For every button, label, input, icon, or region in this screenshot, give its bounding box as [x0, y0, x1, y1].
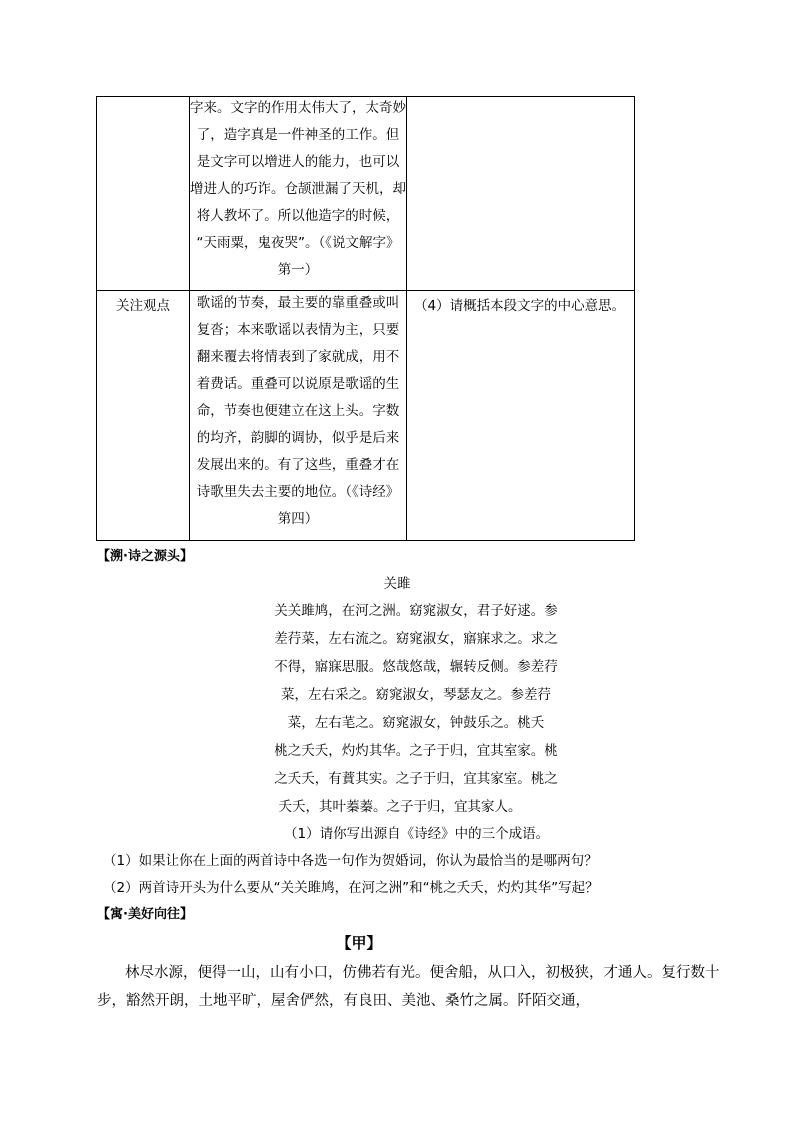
row2-line: 发展出来的。有了这些，重叠才在 — [196, 457, 400, 473]
row2-line: 命，节奏也便建立在这上头。字数 — [196, 403, 400, 419]
row2-label-cell: 关注观点 — [116, 298, 170, 314]
passage-line: 步，豁然开朗，土地平旷，屋舍俨然，有良田、美池、桑竹之属。阡陌交通， — [97, 993, 590, 1009]
row1-line: 增进人的巧诈。仓颉泄漏了天机，却 — [190, 181, 406, 197]
row1-line: “天雨粟，鬼夜哭”。（《说文解字》 — [196, 235, 400, 251]
row1-line: 将人教坏了。所以他造字的时候， — [196, 208, 400, 224]
poem-line: 桃之夭夭，灼灼其华。之子于归，宜其室家。桃 — [274, 743, 558, 759]
table-border-right — [634, 96, 635, 541]
table-border-bottom — [96, 540, 635, 541]
question-openings: （2）两首诗开头为什么要从“关关雎鸠，在河之洲”和“桃之夭夭，灼灼其华”写起？ — [103, 880, 599, 896]
section-heading-source: 【溯·诗之源头】 — [97, 549, 193, 564]
poem-line: 差荇菜，左右流之。窈窕淑女，寤寐求之。求之 — [274, 631, 558, 647]
reading-table — [96, 96, 635, 541]
row1-line: 了，造字真是一件神圣的工作。但 — [196, 127, 400, 143]
poem-line: 菜，左右采之。窈窕淑女，琴瑟友之。参差荇 — [281, 687, 551, 703]
table-col-divider-2 — [406, 96, 407, 541]
row1-line: 是文字可以增进人的能力，也可以 — [196, 154, 400, 170]
row1-line: 第一） — [277, 262, 319, 278]
poem-title: 关雎 — [383, 576, 411, 592]
row2-line: 诗歌里失去主要的地位。（《诗经》 — [196, 484, 400, 500]
table-row-divider — [96, 290, 635, 291]
poem-line: 夭夭，其叶蓁蓁。之子于归，宜其家人。 — [278, 799, 522, 815]
row2-line: 翻来覆去将情表到了家就成，用不 — [196, 349, 400, 365]
passage-line: 林尽水源，便得一山，山有小口，仿佛若有光。便舍船，从口入，初极狭，才通人。复行数十 — [125, 965, 720, 981]
poem-line: 不得，寤寐思服。悠哉悠哉，辗转反侧。参差荇 — [274, 659, 558, 675]
row2-line: 复沓；本来歌谣以表情为主，只要 — [196, 322, 400, 338]
question-wedding: （1）如果让你在上面的两首诗中各选一句作为贺婚词，你认为最恰当的是哪两句？ — [103, 853, 598, 869]
poem-line: 之夭夭，有蕡其实。之子于归，宜其家室。桃之 — [274, 771, 558, 787]
section-heading-yearning: 【寓·美好向往】 — [97, 907, 193, 922]
table-border-top — [96, 96, 635, 97]
row2-line: 歌谣的节奏，最主要的靠重叠或叫 — [196, 295, 400, 311]
row1-line: 字来。文字的作用太伟大了，太奇妙 — [190, 100, 406, 116]
row2-question-cell: （4）请概括本段文字的中心意思。 — [414, 298, 626, 314]
table-border-left — [96, 96, 97, 541]
row2-line: 着费话。重叠可以说原是歌谣的生 — [196, 376, 400, 392]
poem-line: 菜，左右芼之。窈窕淑女，钟鼓乐之。桃夭 — [287, 715, 545, 731]
question-idioms: （1）请你写出源自《诗经》中的三个成语。 — [284, 826, 550, 842]
sub-heading-jia: 【甲】 — [336, 934, 382, 952]
row2-line: 第四） — [277, 511, 319, 527]
row2-line: 的均齐，韵脚的调协，似乎是后来 — [196, 430, 400, 446]
poem-line: 关关雎鸠，在河之洲。窈窕淑女，君子好逑。参 — [274, 603, 558, 619]
